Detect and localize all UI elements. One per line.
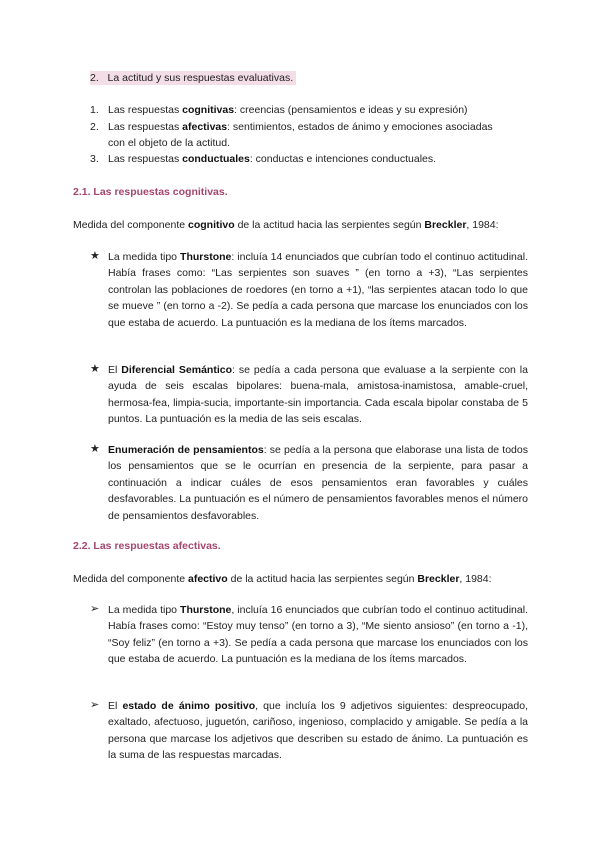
list-item [108, 153, 436, 165]
bullet-text: La medida tipo [108, 251, 181, 263]
intro-text: Medida del componente [73, 573, 188, 585]
intro-bold: cognitivo [188, 219, 235, 231]
star-bullet-icon: ★ [90, 250, 100, 262]
bullet-bold: estado de ánimo positivo [122, 700, 256, 712]
bullet-text: : se pedía a la persona que elaborase una lista de todos los pensamientos que se le ocurrían en presencia de la serpiente, para pasar a continuación a indicar cuáles de esos pensamientos eran favorables y cuáles desfavorables. La puntuación es el número de pensamientos favorables menos el número de pensamientos desfavorables. [108, 444, 528, 522]
bullet-text: , incluía 16 enunciados que cubrían todo el continuo actitudinal. Había frases como: “Estoy muy tenso” (en torno a 3), “Me siento ansioso” (en torno a -1), “Soy feliz” (en torno a +3). Se pedía a cada persona que marcase los enunciados con los que estaba de acuerdo. La puntuación es la mediana de los ítems marcados. [108, 604, 528, 666]
bullet-text: El [108, 700, 123, 712]
bullet-text: : incluía 14 enunciados que cubrían todo el continuo actitudinal. Había frases como: “Las serpientes son suaves ” (en torno a +3), “Las serpientes controlan las poblaciones de roedores (en torno a +1), “las serpientes atacan todo lo que se mueve ” (en torno a -2). Se pedía a cada persona que marcase los enunciados con los que estaba de acuerdo. La puntuación es la mediana de los ítems marcados. [108, 251, 528, 329]
list-item-continuation: con el objeto de la actitud. [108, 137, 231, 149]
intro-text: de la actitud hacia las serpientes según [234, 219, 425, 231]
list-item-number: 3. [90, 153, 99, 165]
bullet-semantic-differential [108, 362, 528, 428]
intro-bold: afectivo [188, 573, 228, 585]
bullet-text: El [108, 364, 122, 376]
bullet-thurstone-affective [108, 602, 528, 668]
intro-author: Breckler [417, 573, 460, 585]
intro-author: Breckler [424, 219, 467, 231]
bullet-bold: Enumeración de pensamientos [108, 444, 264, 456]
list-item-text: : conductas e intenciones conductuales. [249, 153, 437, 165]
star-bullet-icon: ★ [90, 363, 100, 375]
bullet-bold: Diferencial Semántico [121, 364, 233, 376]
bullet-text: : se pedía a cada persona que evaluase a la serpiente con la ayuda de seis escalas bipolares: buena-mala, amistosa-inamistosa, amable-cruel, hermosa-fea, limpia-sucia, importante-sin importancia. Cada escala bipolar constaba de 5 puntos. La puntuación es la media de las seis escalas. [108, 364, 528, 426]
bullet-positive-mood [108, 698, 528, 764]
intro-text: Medida del componente [73, 219, 188, 231]
list-item-text: : sentimientos, estados de ánimo y emociones asociadas [227, 121, 493, 133]
intro-cognitive [73, 219, 499, 231]
arrow-bullet-icon: ➢ [90, 603, 100, 615]
arrow-bullet-icon: ➢ [90, 699, 100, 711]
intro-text: , 1984: [466, 219, 499, 231]
bullet-thought-listing [108, 442, 528, 524]
section-title: La actitud y sus respuestas evaluativas. [107, 72, 294, 84]
star-bullet-icon: ★ [90, 443, 100, 455]
list-item-bold: cognitivas [182, 104, 235, 116]
bullet-bold: Thurstone [180, 251, 232, 263]
list-item [108, 104, 468, 116]
list-item-text: Las respuestas [108, 104, 183, 116]
intro-text: de la actitud hacia las serpientes según [227, 573, 418, 585]
list-item-text: Las respuestas [108, 153, 183, 165]
bullet-text: La medida tipo [108, 604, 181, 616]
bullet-text: , que incluía los 9 adjetivos siguientes: despreocupado, exaltado, afectuoso, juguetón, cariñoso, ingenioso, complacido y amigable. Se pedía a la persona que marcase los adjetivos que describen su estado de ánimo. La puntuación es la suma de las respuestas marcadas. [108, 700, 528, 762]
subsection-title-cognitive: 2.1. Las respuestas cognitivas. [73, 186, 228, 198]
list-item-bold: afectivas [182, 121, 228, 133]
bullet-thurstone-cognitive [108, 249, 528, 331]
list-item-number: 2. [90, 121, 99, 133]
bullet-bold: Thurstone [180, 604, 232, 616]
intro-text: , 1984: [459, 573, 492, 585]
list-item-text: Las respuestas [108, 121, 183, 133]
intro-affective [73, 573, 492, 585]
subsection-title-affective: 2.2. Las respuestas afectivas. [73, 540, 221, 552]
section-header [90, 72, 296, 84]
list-item-text: : creencias (pensamientos e ideas y su expresión) [234, 104, 468, 116]
list-item-bold: conductuales [182, 153, 250, 165]
list-item [108, 121, 493, 133]
list-item-number: 1. [90, 104, 99, 116]
section-number: 2. [90, 72, 99, 84]
